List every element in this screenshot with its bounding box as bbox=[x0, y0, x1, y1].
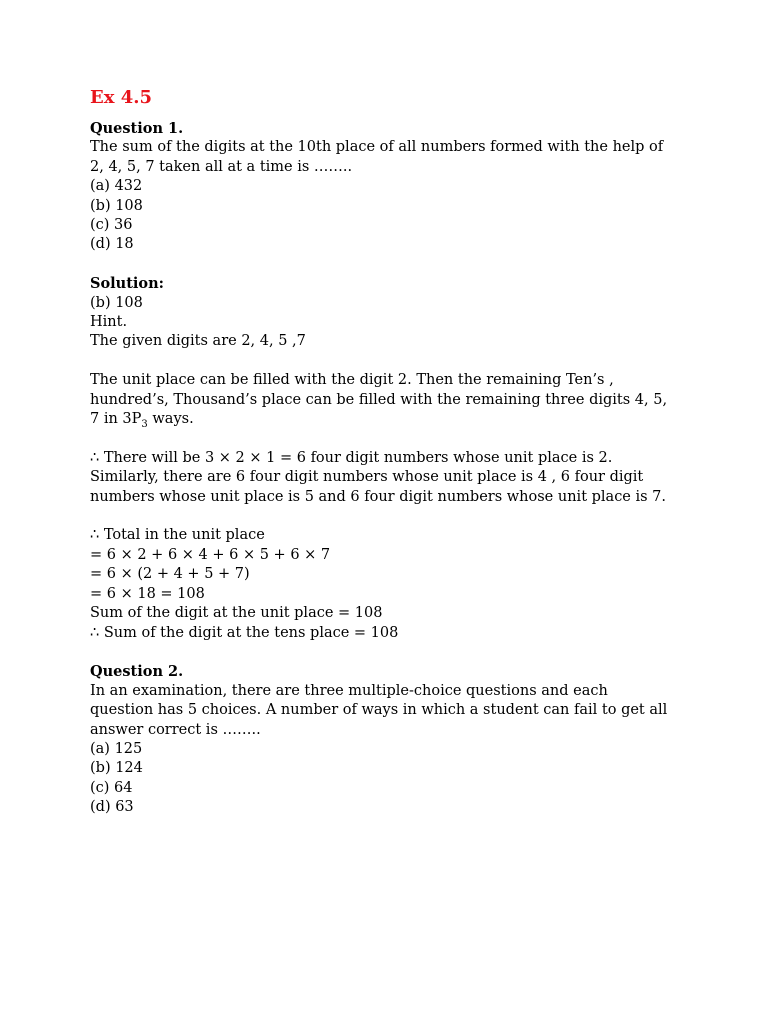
question-1-text: The sum of the digits at the 10th place of all numbers formed with the help of bbox=[90, 139, 664, 156]
solution-paragraph: numbers whose unit place is 5 and 6 four digit numbers whose unit place is 7. bbox=[90, 488, 667, 505]
solution-paragraph: ∴ There will be 3 × 2 × 1 = 6 four digit numbers whose unit place is 2. bbox=[90, 449, 613, 466]
solution-paragraph: The unit place can be filled with the digit 2. Then the remaining Ten’s , bbox=[90, 372, 614, 389]
calc-line: = 6 × 2 + 6 × 4 + 6 × 5 + 6 × 7 bbox=[90, 546, 331, 563]
question-1-option-a: (a) 432 bbox=[90, 178, 143, 195]
question-1-option-b: (b) 108 bbox=[90, 197, 143, 214]
question-2 bbox=[90, 662, 690, 817]
question-2-option-b: (b) 124 bbox=[90, 760, 143, 777]
solution-answer: (b) 108 bbox=[90, 294, 143, 311]
question-2-text: In an examination, there are three multiple-choice questions and each bbox=[90, 682, 608, 699]
document-page bbox=[90, 86, 690, 818]
calc-line: ∴ Total in the unit place bbox=[90, 527, 265, 544]
question-1 bbox=[90, 119, 690, 255]
solution-paragraph: Similarly, there are 6 four digit numbers whose unit place is 4 , 6 four digit bbox=[90, 469, 644, 486]
calc-line: = 6 × (2 + 4 + 5 + 7) bbox=[90, 566, 250, 583]
solution-title: Solution: bbox=[90, 275, 164, 293]
calc-line: = 6 × 18 = 108 bbox=[90, 585, 205, 602]
question-2-option-a: (a) 125 bbox=[90, 740, 143, 757]
question-1-title: Question 1. bbox=[90, 120, 184, 137]
exercise-heading: Ex 4.5 bbox=[90, 87, 153, 108]
question-2-title: Question 2. bbox=[90, 663, 184, 681]
solution-given: The given digits are 2, 4, 5 ,7 bbox=[90, 333, 306, 350]
calc-line: ∴ Sum of the digit at the tens place = 108 bbox=[90, 624, 399, 641]
question-2-text: question has 5 choices. A number of ways in which a student can fail to get all bbox=[90, 702, 668, 719]
solution-paragraph: 7 in $3P_3$ ways. bbox=[90, 411, 194, 430]
solution-hint: Hint. bbox=[90, 314, 128, 331]
calc-line: Sum of the digit at the unit place = 108 bbox=[90, 605, 383, 622]
question-2-option-c: (c) 64 bbox=[90, 779, 133, 796]
question-2-text: answer correct is …….. bbox=[90, 721, 261, 738]
question-2-option-d: (d) 63 bbox=[90, 799, 134, 816]
question-1-option-c: (c) 36 bbox=[90, 217, 133, 234]
question-1-option-d: (d) 18 bbox=[90, 236, 134, 253]
solution-paragraph: hundred’s, Thousand’s place can be filled with the remaining three digits 4, 5, bbox=[90, 391, 668, 408]
question-1-text: 2, 4, 5, 7 taken all at a time is …….. bbox=[90, 158, 353, 175]
solution-1 bbox=[90, 274, 690, 643]
